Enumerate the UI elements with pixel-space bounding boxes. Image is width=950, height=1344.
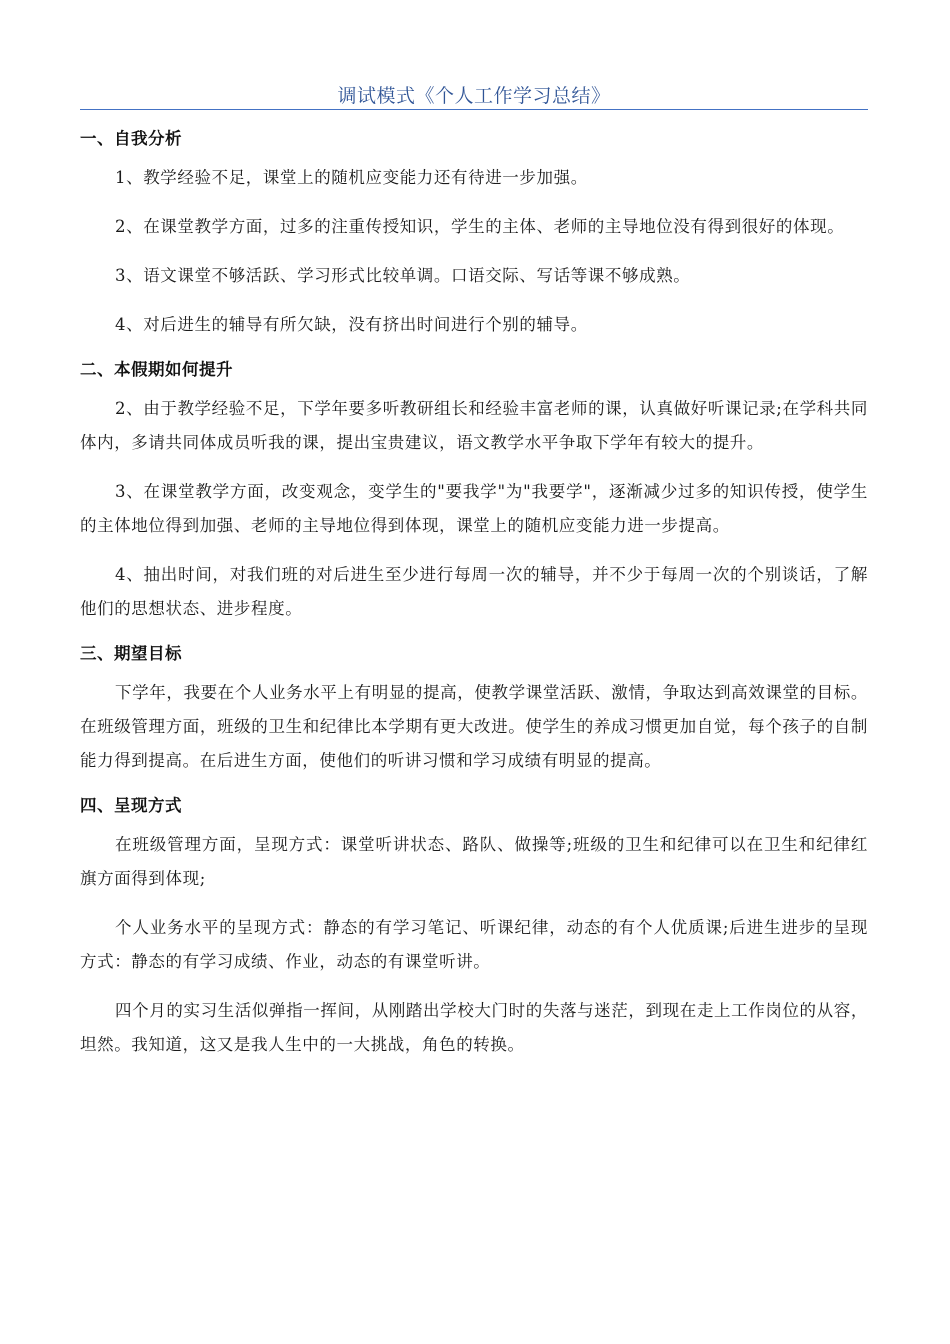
paragraph: 下学年，我要在个人业务水平上有明显的提高，使教学课堂活跃、激情，争取达到高效课堂的目标。在班级管理方面，班级的卫生和纪律比本学期有更大改进。使学生的养成习惯更加自觉，每个孩子的自制能力得到提高。在后进生方面，使他们的听讲习惯和学习成绩有明显的提高。 — [80, 683, 868, 770]
paragraph: 在班级管理方面，呈现方式：课堂听讲状态、路队、做操等;班级的卫生和纪律可以在卫生和纪律红旗方面得到体现; — [80, 835, 868, 888]
paragraph: 2、由于教学经验不足，下学年要多听教研组长和经验丰富老师的课，认真做好听课记录;在学科共同体内，多请共同体成员听我的课，提出宝贵建议，语文教学水平争取下学年有较大的提升。 — [80, 399, 868, 452]
paragraph: 4、抽出时间，对我们班的对后进生至少进行每周一次的辅导，并不少于每周一次的个别谈话，了解他们的思想状态、进步程度。 — [80, 565, 868, 618]
document-body — [80, 126, 868, 1062]
section-heading: 三、期望目标 — [80, 644, 182, 663]
paragraph: 四个月的实习生活似弹指一挥间，从刚踏出学校大门时的失落与迷茫，到现在走上工作岗位的从容，坦然。我知道，这又是我人生中的一大挑战，角色的转换。 — [80, 1001, 868, 1054]
paragraph: 3、语文课堂不够活跃、学习形式比较单调。口语交际、写话等课不够成熟。 — [115, 266, 691, 285]
paragraph: 个人业务水平的呈现方式：静态的有学习笔记、听课纪律，动态的有个人优质课;后进生进步的呈现方式：静态的有学习成绩、作业，动态的有课堂听讲。 — [80, 918, 868, 971]
section-heading: 一、自我分析 — [80, 129, 182, 148]
paragraph: 3、在课堂教学方面，改变观念，变学生的"要我学"为"我要学"，逐渐减少过多的知识传授，使学生的主体地位得到加强、老师的主导地位得到体现，课堂上的随机应变能力进一步提高。 — [80, 482, 868, 535]
title-underline — [80, 109, 868, 110]
paragraph: 4、对后进生的辅导有所欠缺，没有挤出时间进行个别的辅导。 — [115, 315, 588, 334]
document-title: 调试模式《个人工作学习总结》 — [337, 85, 611, 107]
section-heading: 二、本假期如何提升 — [80, 360, 233, 379]
section-heading: 四、呈现方式 — [80, 796, 182, 815]
paragraph: 2、在课堂教学方面，过多的注重传授知识，学生的主体、老师的主导地位没有得到很好的体现。 — [115, 217, 845, 236]
paragraph: 1、教学经验不足，课堂上的随机应变能力还有待进一步加强。 — [115, 168, 588, 187]
